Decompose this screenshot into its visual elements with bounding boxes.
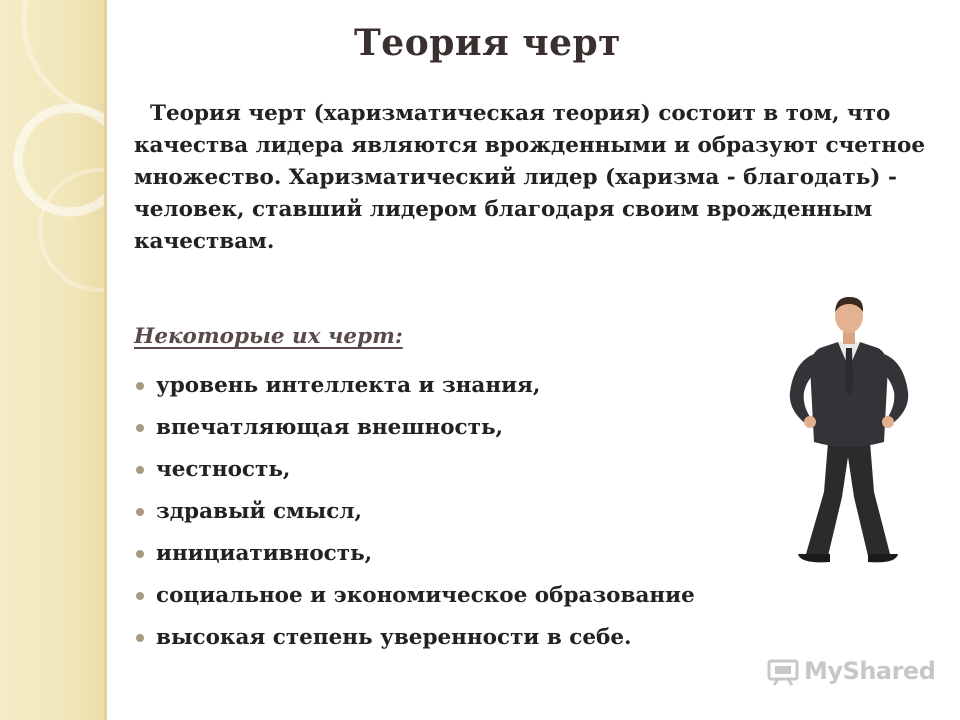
trait-text: уровень интеллекта и знания,: [156, 373, 541, 398]
trait-text: социальное и экономическое образование: [156, 583, 695, 608]
projector-logo-icon: [766, 656, 800, 686]
intro-paragraph: Теория черт (харизматическая теория) состоит в том, что качества лидера являются врожденными и образуют счетное множество. Харизматический лидер (харизма - благодать) - человек, ставший лидером благодаря своим врожденным качествам.: [134, 101, 926, 254]
decorative-side-band: [0, 0, 106, 720]
bullet-icon: [136, 424, 144, 432]
traits-subtitle: Некоторые их черт:: [134, 324, 403, 349]
band-divider: [104, 0, 107, 720]
bullet-icon: [136, 550, 144, 558]
trait-item: [134, 491, 695, 533]
businessman-icon: [784, 292, 914, 572]
trait-list: [134, 365, 695, 659]
watermark-text: MyShared: [804, 657, 936, 685]
bullet-icon: [136, 382, 144, 390]
decorative-rings: [0, 0, 106, 720]
trait-text: честность,: [156, 457, 291, 482]
trait-item: [134, 533, 695, 575]
slide-title: Теория черт: [354, 22, 621, 64]
trait-text: высокая степень уверенности в себе.: [156, 625, 632, 650]
trait-item: [134, 365, 695, 407]
bullet-icon: [136, 592, 144, 600]
trait-item: [134, 575, 695, 617]
bullet-icon: [136, 634, 144, 642]
bullet-icon: [136, 466, 144, 474]
trait-item: [134, 449, 695, 491]
trait-text: впечатляющая внешность,: [156, 415, 504, 440]
trait-text: здравый смысл,: [156, 499, 362, 524]
trait-item: [134, 407, 695, 449]
bullet-icon: [136, 508, 144, 516]
watermark: [766, 656, 935, 686]
trait-text: инициативность,: [156, 541, 373, 566]
trait-item: [134, 617, 695, 659]
